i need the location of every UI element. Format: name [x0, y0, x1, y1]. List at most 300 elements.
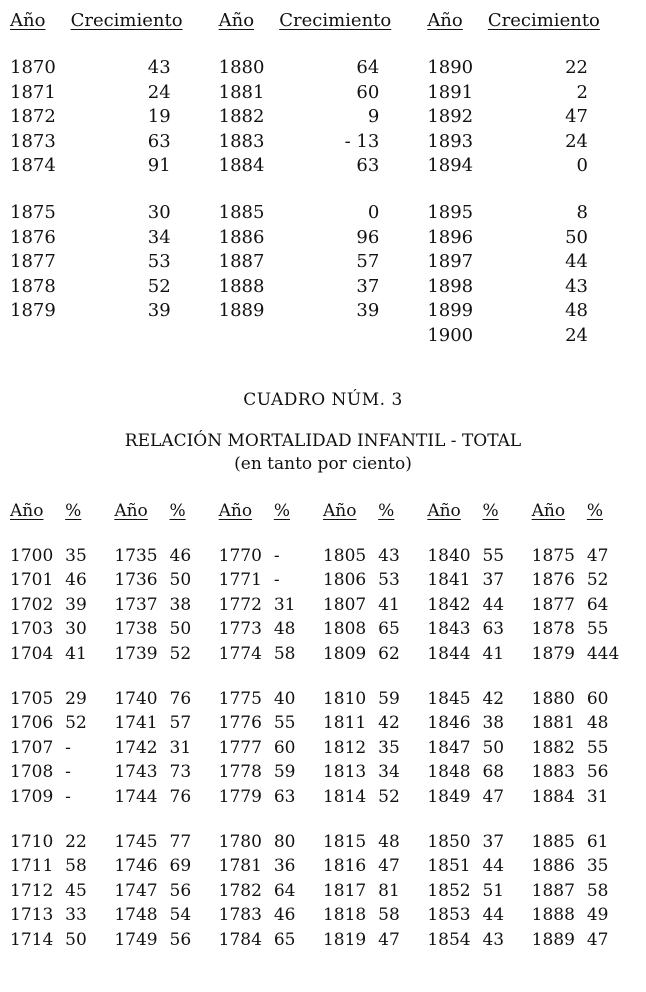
growth-cell: 8 [576, 201, 588, 223]
year-cell: 1713 [10, 905, 54, 926]
year-cell: 1871 [10, 81, 56, 103]
percent-cell: 48 [378, 831, 400, 852]
year-cell [219, 324, 280, 349]
year-cell: 1888 [531, 905, 575, 926]
growth-cell: 60 [356, 81, 380, 103]
group-spacer [10, 179, 636, 201]
year-cell: 1807 [322, 594, 367, 615]
percent-cell: 50 [169, 570, 192, 591]
year-cell: 1772 [218, 594, 262, 615]
growth-cell: 0 [367, 201, 380, 223]
table-row [10, 879, 636, 904]
cuadro-number: CUADRO NÚM. 3 [243, 390, 403, 410]
table-row [10, 226, 636, 251]
percent-cell: 47 [586, 929, 609, 950]
year-cell: 1851 [427, 856, 471, 877]
year-cell: 1742 [114, 737, 158, 758]
percent-cell: 54 [169, 905, 192, 926]
year-cell: 1843 [427, 619, 471, 640]
percent-cell: 50 [482, 737, 505, 758]
year-cell: 1784 [218, 929, 262, 950]
year-cell: 1881 [531, 713, 575, 734]
percent-cell: 47 [482, 786, 505, 807]
percent-cell: 51 [482, 880, 505, 901]
growth-cell: 64 [356, 57, 380, 78]
table-row [10, 201, 636, 226]
table-row [10, 81, 636, 106]
year-cell: 1840 [427, 545, 471, 566]
year-cell: 1873 [10, 130, 56, 152]
percent-cell: 47 [378, 929, 400, 950]
growth-cell: 24 [565, 324, 588, 346]
year-cell: 1876 [531, 570, 575, 591]
growth-cell: 39 [356, 300, 380, 322]
percent-cell: 76 [169, 688, 192, 709]
year-cell: 1885 [218, 201, 265, 223]
year-cell: 1844 [427, 643, 471, 664]
year-cell: 1809 [322, 643, 367, 664]
year-cell: 1818 [322, 905, 367, 926]
percent-cell: 58 [586, 880, 609, 901]
year-cell: 1813 [322, 762, 367, 783]
table-row [10, 736, 636, 761]
percent-cell: 47 [586, 545, 609, 566]
year-cell: 1805 [322, 545, 367, 566]
growth-cell: 37 [356, 275, 380, 297]
growth-cell: 19 [147, 106, 171, 128]
year-cell: 1740 [114, 688, 158, 709]
year-cell: 1710 [10, 831, 54, 852]
year-cell: 1711 [10, 856, 54, 877]
table-row [10, 711, 636, 736]
table-row [10, 56, 636, 81]
year-cell: 1842 [427, 594, 471, 615]
table-row [10, 568, 636, 593]
growth-cell: 43 [565, 275, 588, 297]
year-cell: 1747 [114, 880, 158, 901]
percent-cell: 56 [169, 929, 192, 950]
year-cell: 1703 [10, 619, 54, 640]
table-row [10, 105, 636, 130]
year-cell: 1773 [218, 619, 262, 640]
percent-cell: 58 [273, 643, 296, 664]
percent-cell: 64 [586, 594, 609, 615]
year-cell: 1778 [218, 762, 262, 783]
group-spacer [10, 810, 636, 830]
percent-cell: 65 [273, 929, 296, 950]
year-cell: 1895 [427, 201, 474, 223]
percent-cell: - [273, 570, 280, 591]
year-cell: 1845 [427, 688, 471, 709]
year-cell: 1707 [10, 737, 54, 758]
year-cell: 1746 [114, 856, 158, 877]
year-cell: 1744 [114, 786, 158, 807]
percent-cell: 42 [482, 688, 505, 709]
growth-cell: 47 [565, 106, 588, 128]
header-growth-2: Crecimiento [279, 9, 392, 31]
growth-cell: 34 [147, 226, 171, 248]
year-cell: 1890 [427, 57, 474, 78]
percent-cell: 43 [482, 929, 505, 950]
percent-cell: 59 [378, 688, 400, 709]
table-row [10, 593, 636, 618]
year-cell: 1704 [10, 643, 54, 664]
year-cell: 1737 [114, 594, 158, 615]
year-cell: 1777 [218, 737, 262, 758]
growth-cell: 39 [147, 300, 171, 322]
year-cell: 1882 [531, 737, 575, 758]
year-cell: 1741 [114, 713, 158, 734]
year-cell: 1893 [427, 130, 474, 152]
year-cell: 1705 [10, 688, 54, 709]
percent-cell: 46 [169, 545, 192, 566]
growth-cell: 0 [576, 155, 588, 177]
growth-cell: 96 [356, 226, 380, 248]
header-year: Año [114, 501, 148, 521]
percent-cell: 52 [169, 643, 192, 664]
percent-cell: 22 [65, 831, 87, 852]
header-percent: % [482, 501, 499, 521]
year-cell: 1774 [218, 643, 262, 664]
year-cell: 1874 [10, 155, 56, 177]
year-cell: 1877 [531, 594, 575, 615]
year-cell: 1816 [322, 856, 367, 877]
percent-cell: 73 [169, 762, 192, 783]
table-row [10, 250, 636, 275]
percent-cell: 34 [378, 762, 400, 783]
percent-cell: 52 [378, 786, 400, 807]
year-cell: 1782 [218, 880, 262, 901]
percent-cell: 46 [65, 570, 87, 591]
percent-cell: - [65, 762, 71, 783]
year-cell: 1808 [322, 619, 367, 640]
percent-cell: 55 [586, 619, 609, 640]
year-cell: 1883 [218, 130, 265, 152]
cuadro-title: RELACIÓN MORTALIDAD INFANTIL - TOTAL [124, 431, 522, 451]
percent-cell: 36 [273, 856, 296, 877]
percent-cell: 35 [65, 545, 87, 566]
year-cell: 1898 [427, 275, 474, 297]
year-cell: 1896 [427, 226, 474, 248]
year-cell: 1884 [531, 786, 575, 807]
header-percent: % [586, 501, 603, 521]
growth-table-header [10, 8, 636, 34]
percent-cell: 55 [482, 545, 505, 566]
year-cell: 1880 [531, 688, 575, 709]
percent-cell: 61 [586, 831, 609, 852]
year-cell: 1878 [531, 619, 575, 640]
percent-cell: 40 [273, 688, 296, 709]
growth-cell: 57 [356, 251, 380, 273]
year-cell: 1886 [531, 856, 575, 877]
year-cell: 1714 [10, 929, 54, 950]
table-row [10, 854, 636, 879]
percent-cell: - [65, 786, 71, 807]
percent-cell: 38 [169, 594, 192, 615]
header-percent: % [65, 501, 82, 521]
year-cell: 1783 [218, 905, 262, 926]
growth-cell: - 13 [344, 130, 380, 152]
table-row [10, 299, 636, 324]
percent-cell: 63 [273, 786, 296, 807]
year-cell: 1877 [10, 251, 56, 273]
header-year: Año [218, 501, 253, 521]
percent-cell: 31 [169, 737, 192, 758]
year-cell: 1881 [218, 81, 265, 103]
percent-cell: 43 [378, 545, 400, 566]
percent-cell: 37 [482, 831, 505, 852]
year-cell: 1848 [427, 762, 471, 783]
year-cell: 1841 [427, 570, 471, 591]
percent-cell: 38 [482, 713, 505, 734]
year-cell: 1875 [531, 545, 575, 566]
percent-cell: 444 [586, 643, 620, 664]
year-cell: 1812 [322, 737, 367, 758]
percent-cell: 76 [169, 786, 192, 807]
growth-cell: 44 [565, 251, 588, 273]
year-cell: 1779 [218, 786, 262, 807]
year-cell: 1880 [218, 57, 265, 78]
percent-cell: 55 [273, 713, 296, 734]
percent-cell: 69 [169, 856, 192, 877]
year-cell: 1887 [531, 880, 575, 901]
year-cell: 1806 [322, 570, 367, 591]
mortality-table-header [10, 499, 636, 524]
group-spacer [10, 34, 636, 56]
percent-cell: 53 [378, 570, 400, 591]
percent-cell: 55 [586, 737, 609, 758]
table-row [10, 544, 636, 569]
year-cell: 1854 [427, 929, 471, 950]
year-cell: 1712 [10, 880, 54, 901]
mortality-table [10, 499, 636, 953]
header-year: Año [531, 501, 566, 521]
year-cell: 1887 [218, 251, 265, 273]
year-cell: 1743 [114, 762, 158, 783]
year-cell: 1882 [218, 106, 265, 128]
year-cell: 1852 [427, 880, 471, 901]
percent-cell: 47 [378, 856, 400, 877]
growth-cell: 9 [367, 106, 380, 128]
year-cell: 1700 [10, 545, 54, 566]
percent-cell: 52 [586, 570, 609, 591]
year-cell: 1846 [427, 713, 471, 734]
year-cell: 1899 [427, 300, 474, 322]
percent-cell: 50 [169, 619, 192, 640]
table-row [10, 642, 636, 667]
year-cell: 1883 [531, 762, 575, 783]
growth-cell: 24 [147, 81, 171, 103]
header-percent: % [273, 501, 290, 521]
year-cell: 1776 [218, 713, 262, 734]
year-cell: 1815 [322, 831, 367, 852]
growth-cell: 24 [565, 130, 588, 152]
growth-cell: 53 [147, 251, 171, 273]
percent-cell: 77 [169, 831, 192, 852]
percent-cell: 56 [586, 762, 609, 783]
year-cell: 1847 [427, 737, 471, 758]
header-percent: % [378, 501, 395, 521]
header-growth-1: Crecimiento [70, 9, 183, 31]
year-cell: 1701 [10, 570, 54, 591]
percent-cell: 56 [169, 880, 192, 901]
header-year: Año [427, 501, 461, 521]
year-cell: 1814 [322, 786, 367, 807]
percent-cell: 50 [65, 929, 87, 950]
percent-cell: 33 [65, 905, 87, 926]
year-cell: 1850 [427, 831, 471, 852]
percent-cell: 35 [378, 737, 400, 758]
growth-cell: 2 [576, 81, 588, 103]
year-cell: 1738 [114, 619, 158, 640]
year-cell: 1771 [218, 570, 262, 591]
percent-cell: 30 [65, 619, 87, 640]
growth-cell: 48 [565, 300, 588, 322]
percent-cell: 49 [586, 905, 609, 926]
header-growth-3: Crecimiento [487, 9, 600, 31]
year-cell: 1736 [114, 570, 158, 591]
year-cell: 1870 [10, 57, 56, 78]
year-cell: 1879 [10, 300, 56, 322]
percent-cell: 60 [586, 688, 609, 709]
year-cell: 1770 [218, 545, 262, 566]
year-cell: 1749 [114, 929, 158, 950]
table-row [10, 760, 636, 785]
percent-cell: 29 [65, 688, 87, 709]
year-cell: 1849 [427, 786, 471, 807]
percent-cell: 41 [482, 643, 505, 664]
year-cell: 1884 [218, 155, 265, 177]
year-cell: 1810 [322, 688, 367, 709]
table-row [10, 130, 636, 155]
percent-cell: 48 [273, 619, 296, 640]
year-cell: 1708 [10, 762, 54, 783]
year-cell: 1739 [114, 643, 158, 664]
percent-cell: 68 [482, 762, 505, 783]
header-year-3: Año [427, 9, 463, 31]
year-cell: 1735 [114, 545, 158, 566]
year-cell: 1781 [218, 856, 262, 877]
year-cell: 1706 [10, 713, 54, 734]
percent-cell: - [65, 737, 71, 758]
year-cell: 1897 [427, 251, 474, 273]
table-row [10, 830, 636, 855]
percent-cell: 44 [482, 594, 505, 615]
percent-cell: 44 [482, 856, 505, 877]
table-row [10, 785, 636, 810]
group-spacer [10, 524, 636, 544]
table-row [10, 903, 636, 928]
percent-cell: 35 [586, 856, 609, 877]
group-spacer [10, 667, 636, 687]
year-cell: 1745 [114, 831, 158, 852]
growth-cell: 91 [147, 155, 171, 177]
year-cell: 1889 [531, 929, 575, 950]
table-row [10, 928, 636, 953]
year-cell: 1702 [10, 594, 54, 615]
year-cell: 1886 [218, 226, 265, 248]
percent-cell: 63 [482, 619, 505, 640]
header-year-2: Año [218, 9, 255, 31]
year-cell: 1900 [427, 324, 474, 346]
header-percent: % [169, 501, 186, 521]
percent-cell: 42 [378, 713, 400, 734]
percent-cell: 31 [273, 594, 296, 615]
growth-cell: 63 [147, 130, 171, 152]
percent-cell: 31 [586, 786, 609, 807]
year-cell: 1819 [322, 929, 367, 950]
table-row [10, 275, 636, 300]
year-cell: 1878 [10, 275, 56, 297]
table-row [10, 687, 636, 712]
header-year-1: Año [10, 9, 46, 31]
year-cell: 1892 [427, 106, 474, 128]
year-cell [10, 324, 71, 349]
year-cell: 1891 [427, 81, 474, 103]
percent-cell: 62 [378, 643, 400, 664]
percent-cell: 45 [65, 880, 87, 901]
percent-cell: 48 [586, 713, 609, 734]
year-cell: 1780 [218, 831, 262, 852]
percent-cell: 37 [482, 570, 505, 591]
percent-cell: 65 [378, 619, 400, 640]
header-year: Año [322, 501, 357, 521]
year-cell: 1879 [531, 643, 575, 664]
table-row [10, 154, 636, 179]
percent-cell: 39 [65, 594, 87, 615]
year-cell: 1876 [10, 226, 56, 248]
percent-cell: 81 [378, 880, 400, 901]
growth-cell [71, 324, 219, 349]
growth-cell: 30 [147, 201, 171, 223]
growth-cell: 43 [147, 57, 171, 78]
year-cell: 1872 [10, 106, 56, 128]
percent-cell: 46 [273, 905, 296, 926]
percent-cell: 41 [65, 643, 87, 664]
year-cell: 1709 [10, 786, 54, 807]
year-cell: 1888 [218, 275, 265, 297]
percent-cell: 41 [378, 594, 400, 615]
growth-cell: 50 [565, 226, 588, 248]
year-cell: 1889 [218, 300, 265, 322]
year-cell: 1817 [322, 880, 367, 901]
percent-cell: 59 [273, 762, 296, 783]
year-cell: 1853 [427, 905, 471, 926]
percent-cell: 60 [273, 737, 296, 758]
percent-cell: - [273, 545, 280, 566]
growth-cell: 63 [356, 155, 380, 177]
year-cell: 1885 [531, 831, 575, 852]
growth-cell [279, 324, 427, 349]
year-cell: 1775 [218, 688, 262, 709]
growth-cell: 22 [565, 57, 588, 78]
table-row [10, 617, 636, 642]
growth-cell: 52 [147, 275, 171, 297]
year-cell: 1811 [322, 713, 367, 734]
percent-cell: 64 [273, 880, 296, 901]
year-cell: 1875 [10, 201, 56, 223]
percent-cell: 58 [65, 856, 87, 877]
growth-table [10, 8, 636, 349]
percent-cell: 57 [169, 713, 192, 734]
percent-cell: 52 [65, 713, 87, 734]
percent-cell: 44 [482, 905, 505, 926]
year-cell: 1894 [427, 155, 474, 177]
cuadro-subtitle: (en tanto por ciento) [234, 454, 412, 474]
year-cell: 1748 [114, 905, 158, 926]
percent-cell: 80 [273, 831, 296, 852]
header-year: Año [10, 501, 44, 521]
